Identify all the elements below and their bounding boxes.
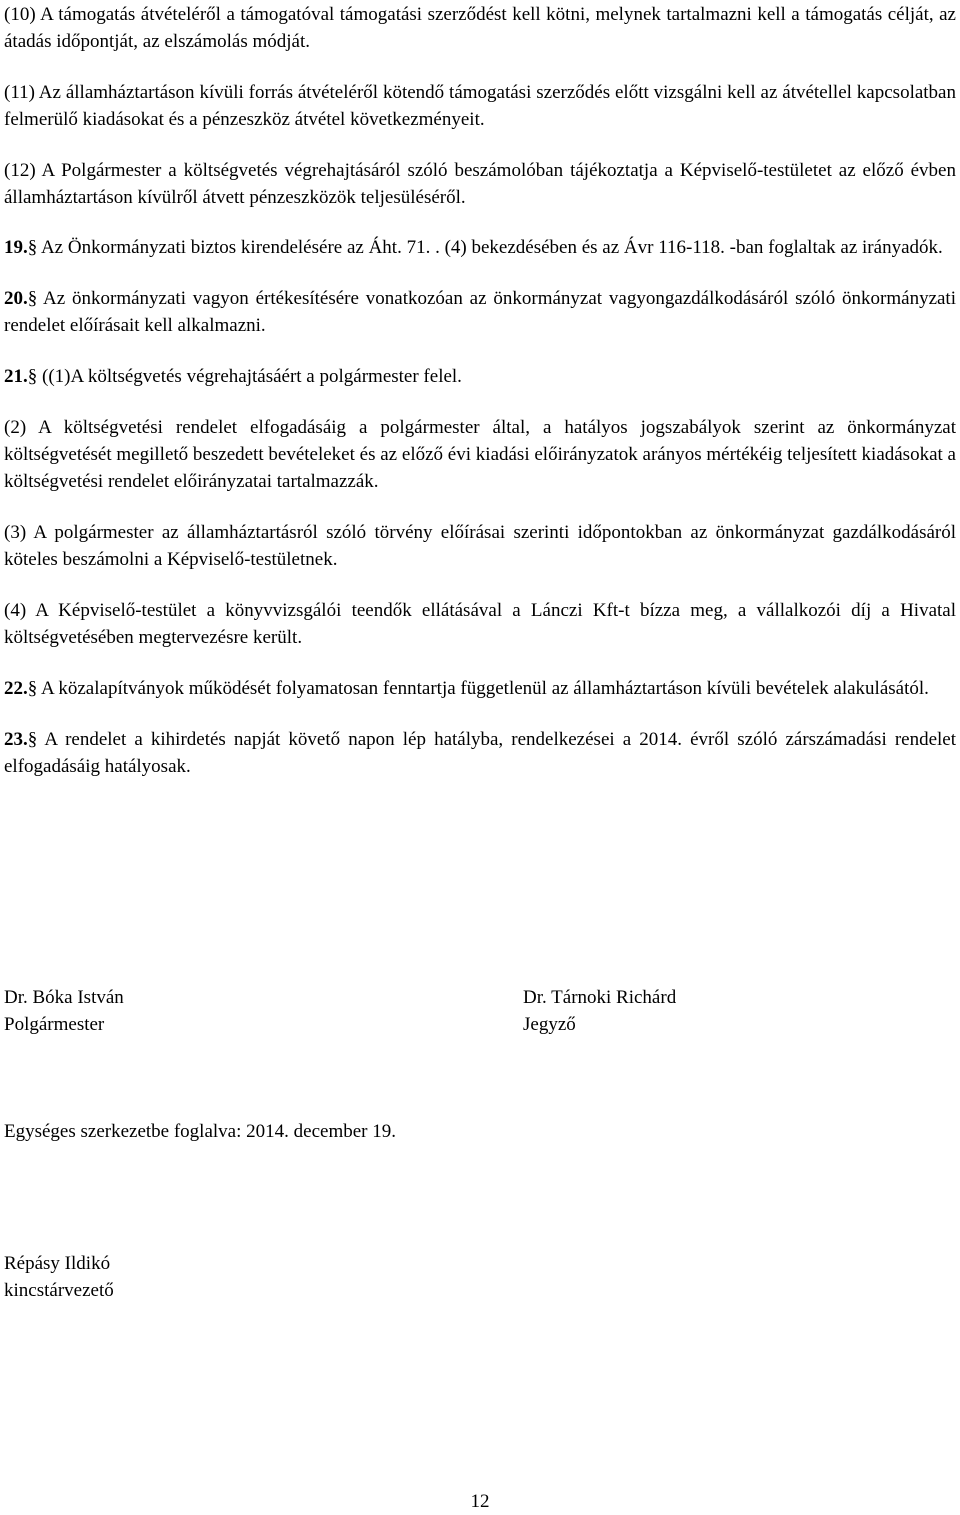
section-21-text: ((1)A költségvetés végrehajtásáért a polgármester felel. xyxy=(42,366,462,387)
section-21-number: 21. xyxy=(4,366,28,387)
section-21-paragraph-2: (2) A költségvetési rendelet elfogadásáig a polgármester által, a hatályos jogszabályok szerint az önkormányzat költségvetését megillető beszedett bevételeket és az előző évi kiadási előirányzatok arányos mértékéig teljesített kiadásokat a költségvetési rendelet előirányzatai tartalmazzák. xyxy=(4,417,956,492)
notary-signature xyxy=(523,984,676,1038)
paragraph-12: (12) A Polgármester a költségvetés végrehajtásáról szóló beszámolóban tájékoztatja a Képviselő-testületet az előző évben államháztartáson kívülről átvett pénzeszközök teljesüléséről. xyxy=(4,160,956,208)
treasurer-name: Répásy Ildikó xyxy=(4,1253,111,1274)
mayor-name: Dr. Bóka István xyxy=(4,987,124,1008)
notary-title: Jegyző xyxy=(523,1014,576,1035)
section-22-text: A közalapítványok működését folyamatosan fenntartja függetlenül az államháztartáson kívüli bevételek alakulásától. xyxy=(40,678,929,699)
section-sign-icon: § xyxy=(27,678,38,699)
mayor-signature xyxy=(4,984,124,1038)
section-20-text: Az önkormányzati vagyon értékesítésére vonatkozóan az önkormányzat vagyongazdálkodásáról szóló önkormányzati rendelet előírásait kell alkalmazni. xyxy=(4,288,956,336)
section-sign-icon: § xyxy=(27,366,38,387)
section-23-number: 23. xyxy=(4,729,28,750)
section-23 xyxy=(4,726,956,780)
section-22-number: 22. xyxy=(4,678,28,699)
section-sign-icon: § xyxy=(27,729,38,750)
section-23-text: A rendelet a kihirdetés napját követő napon lép hatályba, rendelkezései a 2014. évről szóló zárszámadási rendelet elfogadásáig hatályosak. xyxy=(4,729,957,777)
section-sign-icon: § xyxy=(27,237,38,258)
section-20 xyxy=(4,285,956,339)
mayor-title: Polgármester xyxy=(4,1014,105,1035)
section-21 xyxy=(4,363,956,390)
section-19-text: Az Önkormányzati biztos kirendelésére az Áht. 71. . (4) bekezdésében és az Ávr 116-118. -ban foglaltak az irányadók. xyxy=(40,237,943,258)
paragraph-10: (10) A támogatás átvételéről a támogatóval támogatási szerződést kell kötni, melynek tartalmazni kell a támogatás célját, az átadás időpontját, az elszámolás módját. xyxy=(4,4,956,52)
section-21-paragraph-4: (4) A Képviselő-testület a könyvvizsgálói teendők ellátásával a Lánczi Kft-t bízza meg, a vállalkozói díj a Hivatal költségvetésében megtervezésre került. xyxy=(4,600,956,648)
notary-name: Dr. Tárnoki Richárd xyxy=(523,987,677,1008)
page-number: 12 xyxy=(470,1491,490,1512)
section-20-number: 20. xyxy=(4,288,28,309)
treasurer-title: kincstárvezető xyxy=(4,1280,114,1301)
document-body xyxy=(4,1,956,780)
section-19-number: 19. xyxy=(4,237,28,258)
section-19 xyxy=(4,234,956,261)
signature-block xyxy=(4,984,956,1044)
treasurer-block xyxy=(4,1250,114,1304)
section-sign-icon: § xyxy=(27,288,38,309)
compiled-note: Egységes szerkezetbe foglalva: 2014. december 19. xyxy=(4,1121,396,1142)
section-21-paragraph-3: (3) A polgármester az államháztartásról szóló törvény előírásai szerinti időpontokban az önkormányzat gazdálkodásáról köteles beszámolni a Képviselő-testületnek. xyxy=(4,522,956,570)
section-22 xyxy=(4,675,956,702)
paragraph-11: (11) Az államháztartáson kívüli forrás átvételéről kötendő támogatási szerződés előtt vizsgálni kell az átvétellel kapcsolatban felmerülő kiadásokat és a pénzeszköz átvétel következményeit. xyxy=(4,82,956,130)
